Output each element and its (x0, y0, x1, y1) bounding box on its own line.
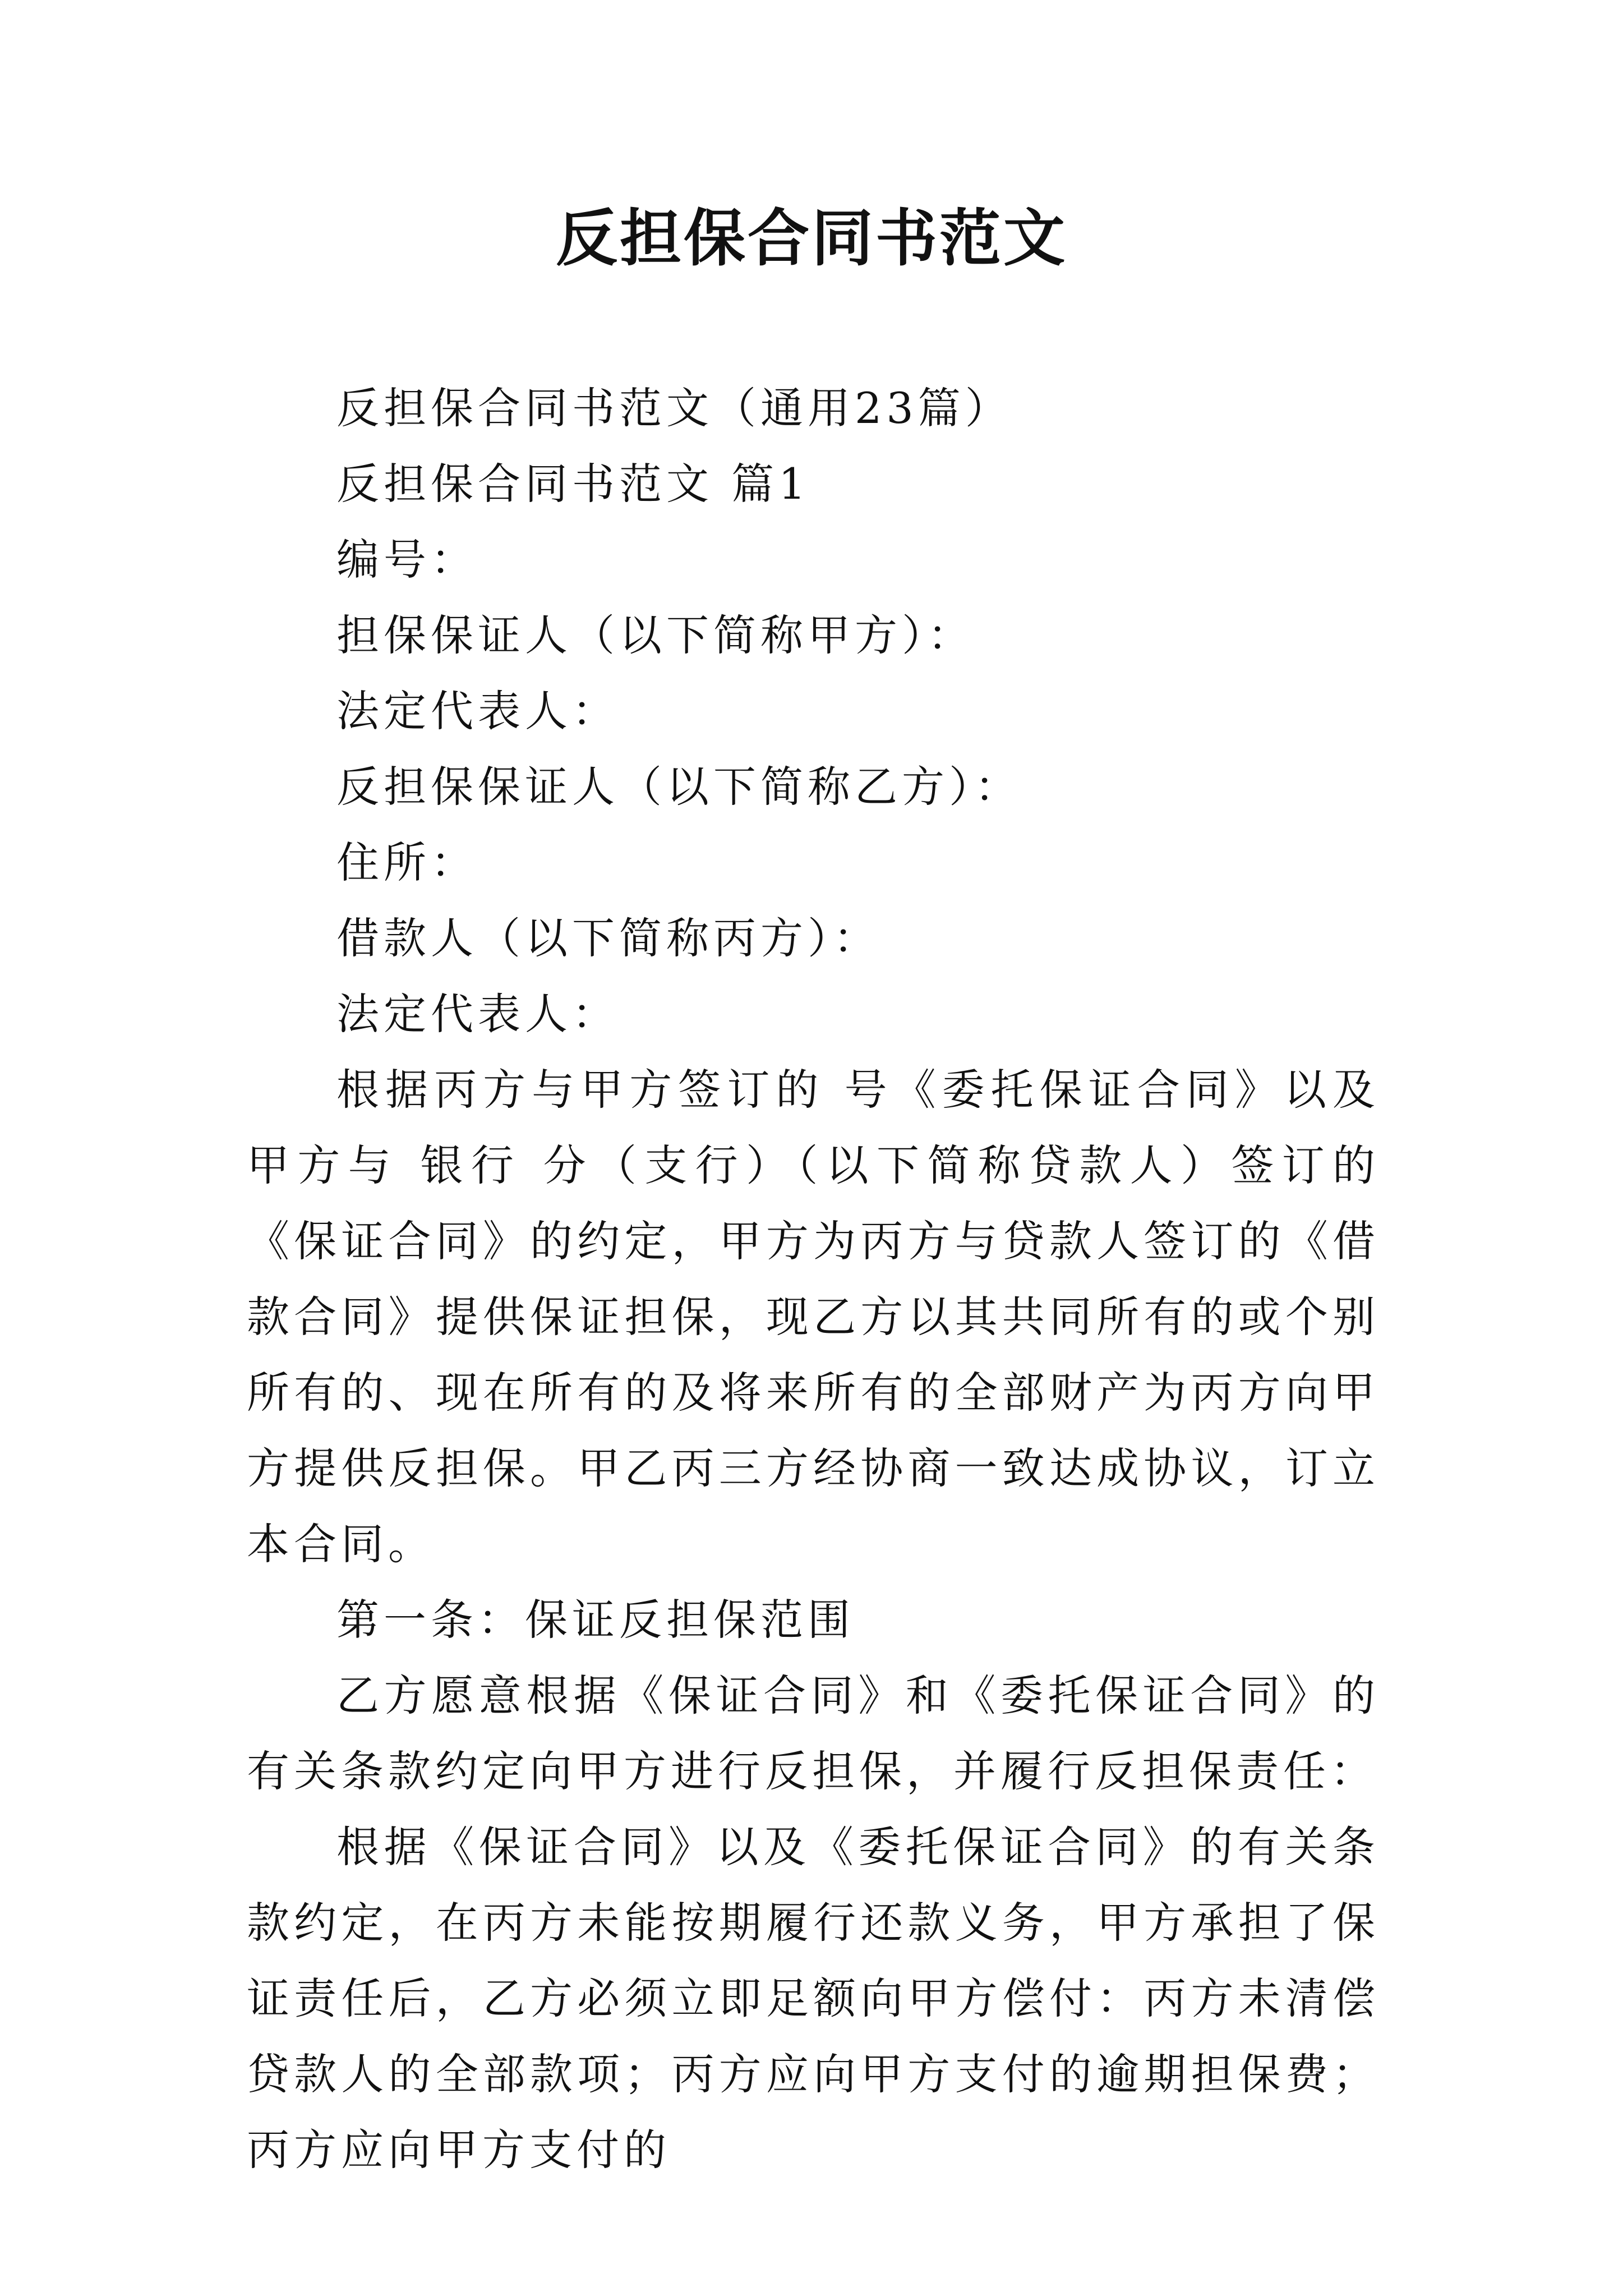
field-address: 住所： (336, 838, 478, 887)
section-heading: 反担保合同书范文 篇1 (336, 459, 810, 509)
field-borrower: 借款人（以下简称丙方）： (336, 913, 880, 963)
field-legal-representative-c: 法定代表人： (336, 989, 619, 1039)
document-body (247, 370, 1380, 2188)
document-title: 反担保合同书范文 (556, 202, 1067, 274)
field-guarantor: 担保保证人（以下简称甲方）： (336, 610, 975, 660)
article-1-paragraph-2: 根据《保证合同》以及《委托保证合同》的有关条款约定，在丙方未能按期履行还款义务，甲方承担了保证责任后，乙方必须立即足额向甲方偿付：丙方未清偿贷款人的全部款项；丙方应向甲方支付的逾期担保费；丙方应向甲方支付的 (247, 1822, 1380, 2175)
article-1-heading: 第一条：保证反担保范围 (336, 1595, 855, 1645)
field-counter-guarantor: 反担保保证人（以下简称乙方）： (336, 762, 1022, 812)
article-1-paragraph-1: 乙方愿意根据《保证合同》和《委托保证合同》的有关条款约定向甲方进行反担保，并履行反担保责任： (247, 1671, 1380, 1796)
field-number: 编号： (336, 535, 478, 585)
preamble-paragraph: 根据丙方与甲方签订的 号《委托保证合同》以及甲方与 银行 分（支行）（以下简称贷款人）签订的《保证合同》的约定，甲方为丙方与贷款人签订的《借款合同》提供保证担保，现乙方以其共同所有的或个别所有的、现在所有的及将来所有的全部财产为丙方向甲方提供反担保。甲乙丙三方经协商一致达成协议，订立本合同。 (247, 1065, 1380, 1569)
subtitle-line: 反担保合同书范文（通用23篇） (336, 383, 1012, 433)
field-legal-representative-a: 法定代表人： (336, 686, 619, 736)
